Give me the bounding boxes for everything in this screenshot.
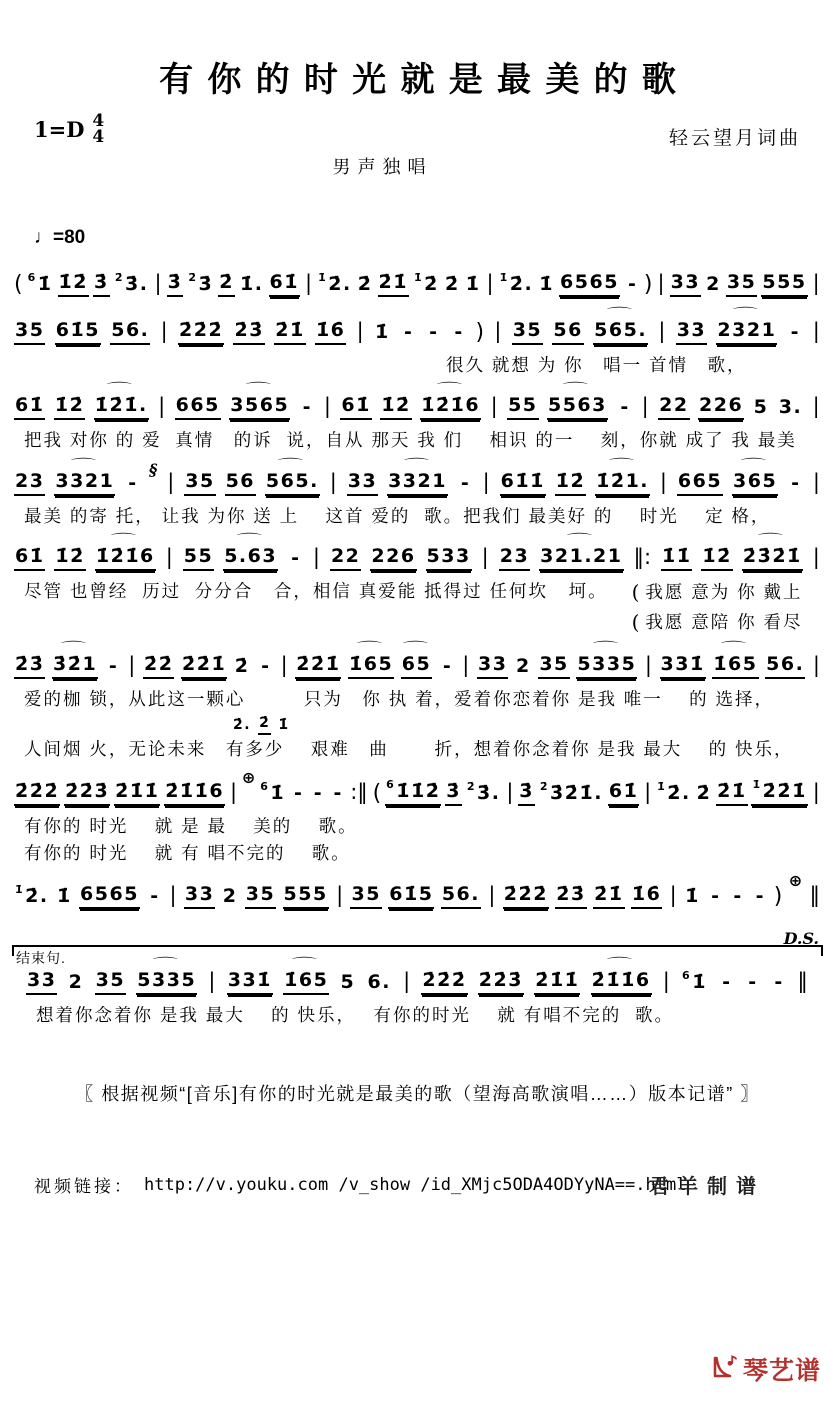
notation-line-7: 2̇2̇2̇ 2̇2̇3̇ 2̇1̇1̇ 2̇1̇1̇6 | ⊕ $^6$1̇ - - - :‖ ( $^6$1̇1̇2̇ 3̇ $^{2̇}$3̇. | 3̇ $^{2̇}$3̇2̇1̇. 61̇ | $^{1̇}$2̇. 2̇ 2̇1̇ $^{1̇}$2̇2̇1̇ | [15,767,820,806]
tempo-marking: ♩=80 [34,227,86,248]
lyric-line: 人间烟 火，无论未来 有多少 艰难 曲 折，想着你念着你 是我 最大 的 快乐， [24,738,794,759]
score-meta [0,101,835,201]
lyric-row-with-alternatives [0,577,835,637]
composer-credit: 轻云望月词曲 [668,128,801,149]
logo-text: 琴艺谱 [742,1357,821,1385]
alt-lyric-text: 我愿 意为 你 戴上 [645,582,803,602]
transcriber-mark: 君羊制谱 [649,1174,765,1198]
site-logo [709,1351,821,1387]
lyric-line: 有你的 时光 就 有 唱不完的 歌。 [24,843,351,864]
inserted-notation [0,713,835,735]
lyric-line: 想着你念着你 是我 最大 的 快乐， 有你的时光 就 有唱不完的 歌。 [36,1004,675,1025]
notation-line-8: $^{1̇}$2̇. 1̇ 6565 - | 33 2 35 555 | 35 61̇5 56. | 2̇2̇2̇ 2̇3̇ 2̇1̇ 1̇6̇ | 1̇ - - - ) ⊕ ‖ [15,870,820,909]
lyric-line: 有你的 时光 就 是 最 美的 歌。 [24,815,358,836]
video-link-label: 视频链接： [34,1177,134,1196]
alt-lyric-2 [632,607,803,637]
dal-segno-marking: D.S. [783,928,819,948]
notation-line-4: 23 ⌒ 3321 - § | 35 56 ⌒ 565. | 33 ⌒ 3321 - | 61̇1̇ 1̇2̇ ⌒ 1̇2̇1. | 665 ⌒ 365 - | [0,454,835,502]
time-signature [92,111,105,148]
ending-section [12,945,823,1028]
notation-mini: 2̇. 2̇ 1̇ [233,714,290,733]
alternative-lyrics [632,577,803,637]
lyric-line: 尽管 也曾经 历过 分分合 合，相信 真爱能 抵得过 任何坎 坷。 [24,581,608,602]
notation-line-2: 35 61̇5 56. | 2̇2̇2̇ 2̇3̇ 2̇1̇ 1̇6̇ | 1̇ - - - ) | 35 56 ⌒ 565. | 33 ⌒ 2321 - | [0,303,835,351]
meter-numerator: 4 [92,111,105,131]
notation-line-5: 61̇ 1̇2̇ ⌒ 1̇2̇1̇6 | 55 ⌒ 5.63 - | 22 226 533 | 23 ⌒ 321.21 ‖: 1̇1̇ 1̇2̇ ⌒ 2̇3̇2̇1̇ | [0,529,835,577]
notation-line-6: 2̇3̇ ⌒ 3̇2̇1 - | 2̇2̇ 2̇2̇1̇ 2̇ - | 2̇2̇1̇ ⌒ 1̇65 ⌒ 65 - | 33 2 35 ⌒ 5335 | 331̇ ⌒ 1̇65 56. | [0,637,835,685]
piano-note-icon [709,1352,739,1387]
notation-line-ending: 33 2 35 ⌒ 5335 | 331̇ ⌒ 1̇65 5 6. | 2̇2̇2̇ 2̇2̇3̇ 2̇1̇1̇ ⌒ 2̇1̇1̇6 | $^6$1̇ - - - ‖ [12,947,823,1001]
video-link-url[interactable]: http://v.youku.com /v_show /id_XMjc5ODA4ODYyNA==.html [144,1174,687,1195]
meter-denominator: 4 [92,127,105,148]
brace-icon: ( [631,610,642,635]
brace-icon: ( [631,580,642,605]
page-title: 有你的时光就是最美的歌 [159,60,691,100]
alt-lyric-text: 我愿 意陪 你 看尽 [645,612,803,632]
lyric-line: 最美 的寄 托， 让我 为你 送 上 这首 爱的 歌。把我们 最美好 的 时光 定 格， [24,505,771,526]
lyric-line: 爱的枷 锁，从此这一颗心 只为 你 执 着，爱着你恋着你 是我 唯一 的 选择， [24,689,775,710]
notation-line-1: ( $^6$1̇ 1̇2̇ 3̇ $^{2̇}$3̇. | 3̇ $^{2̇}$3̇ 2̇ 1̇. 61̇ | $^{1̇}$2̇. 2̇ 2̇1̇ $^{1̇}$2̇ 2̇ 1̇ | $^{1̇}$2̇. 1̇ 6565 - ) | 33 2 35 555 | [14,271,820,297]
ending-label: 结束句. [16,949,66,966]
video-link-row [0,1172,835,1197]
lyric-line: 很久 就想 为 你 唱一 首情 歌， [446,355,747,375]
voice-type: 男声独唱 [332,157,433,177]
key-signature [34,111,105,148]
alt-lyric-1 [632,577,803,607]
notation-line-8-wrap [0,867,835,948]
key-label: 1=D [34,116,85,142]
notation-line-3: 61̇ 1̇2̇ ⌒ 1̇2̇1̇. | 665 ⌒ 3565 - | 61̇ 1̇2̇ ⌒ 1̇2̇1̇6 | 55 ⌒ 5563 - | 22 226 5 3. | [0,378,835,426]
source-note: 〖 根据视频“[音乐]有你的时光就是最美的歌（望海高歌演唱……）版本记谱” 〗 [75,1084,760,1104]
lyric-line: 把我 对你 的 爱 真情 的诉 说，自从 那天 我 们 相识 的一 刻，你就 成了 我 最美 [24,430,797,451]
